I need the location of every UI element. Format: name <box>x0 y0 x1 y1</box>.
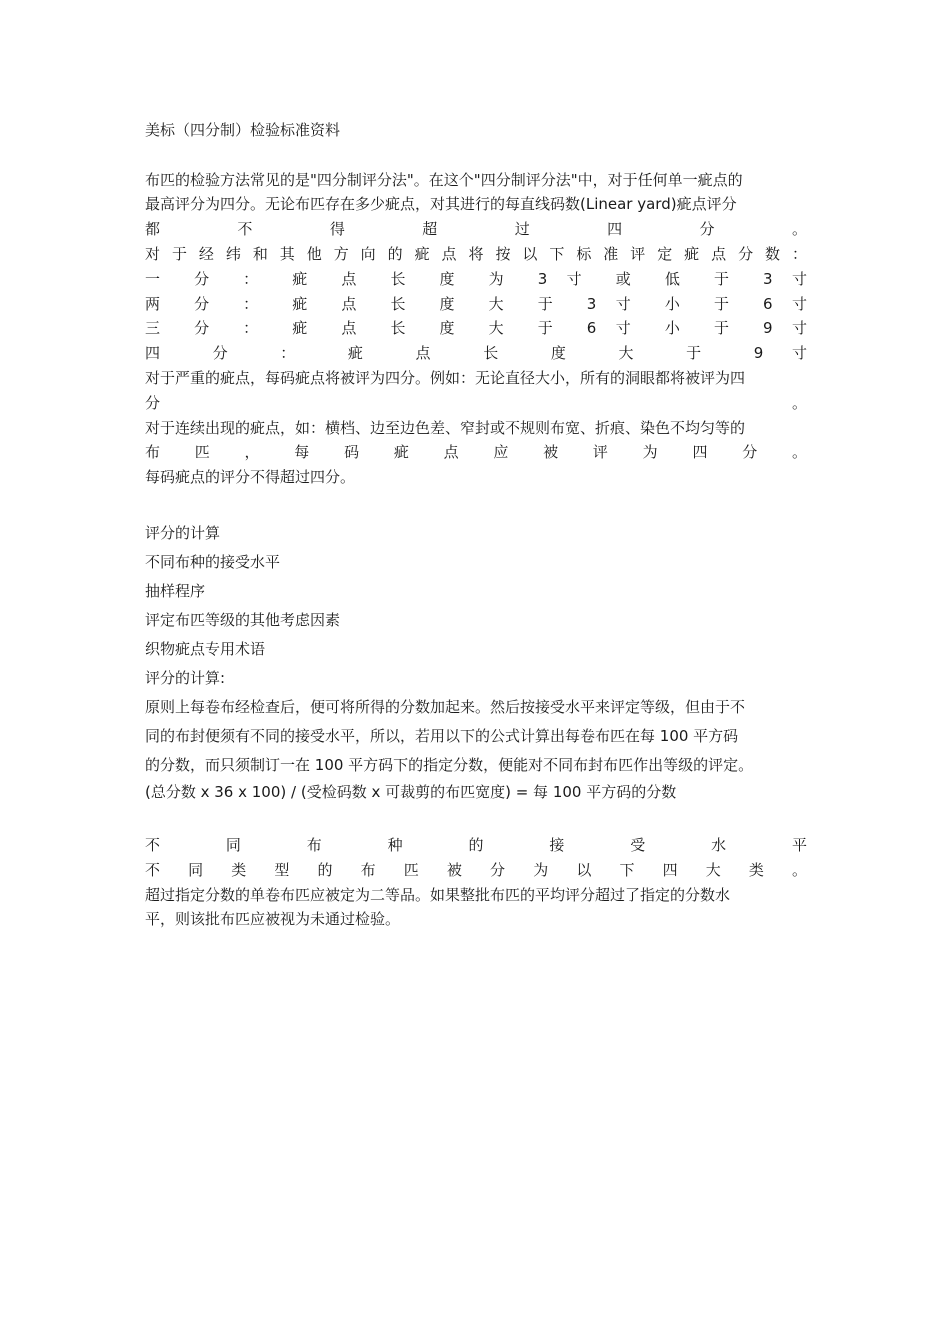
toc-item-terminology: 织物疵点专用术语 <box>145 639 266 658</box>
rule-one-point: 一 分 ： 疵 点 长 度 为 3 寸 或 低 于 3 寸 <box>145 269 807 288</box>
spacer <box>145 804 807 829</box>
intro-line-4: 对 于 经 纬 和 其 他 方 向 的 疵 点 将 按 以 下 标 准 评 定 疵 点 分 数 ： <box>145 244 807 263</box>
document-title: 美标（四分制）检验标准资料 <box>145 121 341 139</box>
rule-two-points: 两 分 ： 疵 点 长 度 大 于 3 寸 小 于 6 寸 <box>145 294 807 313</box>
acceptance-line-2: 超过指定分数的单卷布匹应被定为二等品。如果整批布匹的平均评分超过了指定的分数水 <box>145 885 731 904</box>
toc-item-acceptance: 不同布种的接受水平 <box>145 552 281 571</box>
calc-heading: 评分的计算: <box>145 668 226 687</box>
calc-formula: (总分数 x 36 x 100) / (受检码数 x 可裁剪的布匹宽度) = 每 100 平方码的分数 <box>145 782 677 801</box>
toc-item-sampling: 抽样程序 <box>145 581 206 600</box>
toc-item-score-calc: 评分的计算 <box>145 523 221 542</box>
severe-line-2: 分 。 <box>145 393 807 412</box>
acceptance-line-1: 不 同 类 型 的 布 匹 被 分 为 以 下 四 大 类 。 <box>145 860 807 879</box>
acceptance-heading: 不 同 布 种 的 接 受 水 平 <box>145 836 807 855</box>
calc-line-1: 原则上每卷布经检查后，便可将所得的分数加起来。然后按接受水平来评定等级，但由于不 <box>145 697 746 716</box>
continuous-line-1: 对于连续出现的疵点，如：横档、边至边色差、窄封或不规则布宽、折痕、染色不均匀等的 <box>145 418 746 437</box>
continuous-line-2: 布 匹 ， 每 码 疵 点 应 被 评 为 四 分 。 <box>145 443 807 462</box>
document-page <box>145 118 807 932</box>
toc-item-other-factors: 评定布匹等级的其他考虑因素 <box>145 610 341 629</box>
rule-three-points: 三 分 ： 疵 点 长 度 大 于 6 寸 小 于 9 寸 <box>145 319 807 338</box>
intro-line-3: 都 不 得 超 过 四 分 。 <box>145 220 807 239</box>
spacer <box>145 143 807 168</box>
severe-line-1: 对于严重的疵点，每码疵点将被评为四分。例如：无论直径大小，所有的洞眼都将被评为四 <box>145 368 746 387</box>
calc-line-2: 同的布封便须有不同的接受水平，所以，若用以下的公式计算出每卷布匹在每 100 平方码 <box>145 726 739 745</box>
continuous-line-3: 每码疵点的评分不得超过四分。 <box>145 468 356 487</box>
rule-four-points: 四 分 ： 疵 点 长 度 大 于 9 寸 <box>145 344 807 363</box>
spacer <box>145 490 807 515</box>
intro-line-2: 最高评分为四分。无论布匹存在多少疵点，对其进行的每直线码数(Linear yard)疵点评分 <box>145 195 737 214</box>
acceptance-line-3: 平，则该批布匹应被视为未通过检验。 <box>145 910 401 929</box>
intro-line-1: 布匹的检验方法常见的是"四分制评分法"。在这个"四分制评分法"中，对于任何单一疵点的 <box>145 170 743 189</box>
calc-line-3: 的分数，而只须制订一在 100 平方码下的指定分数，便能对不同布封布匹作出等级的评定。 <box>145 755 754 774</box>
